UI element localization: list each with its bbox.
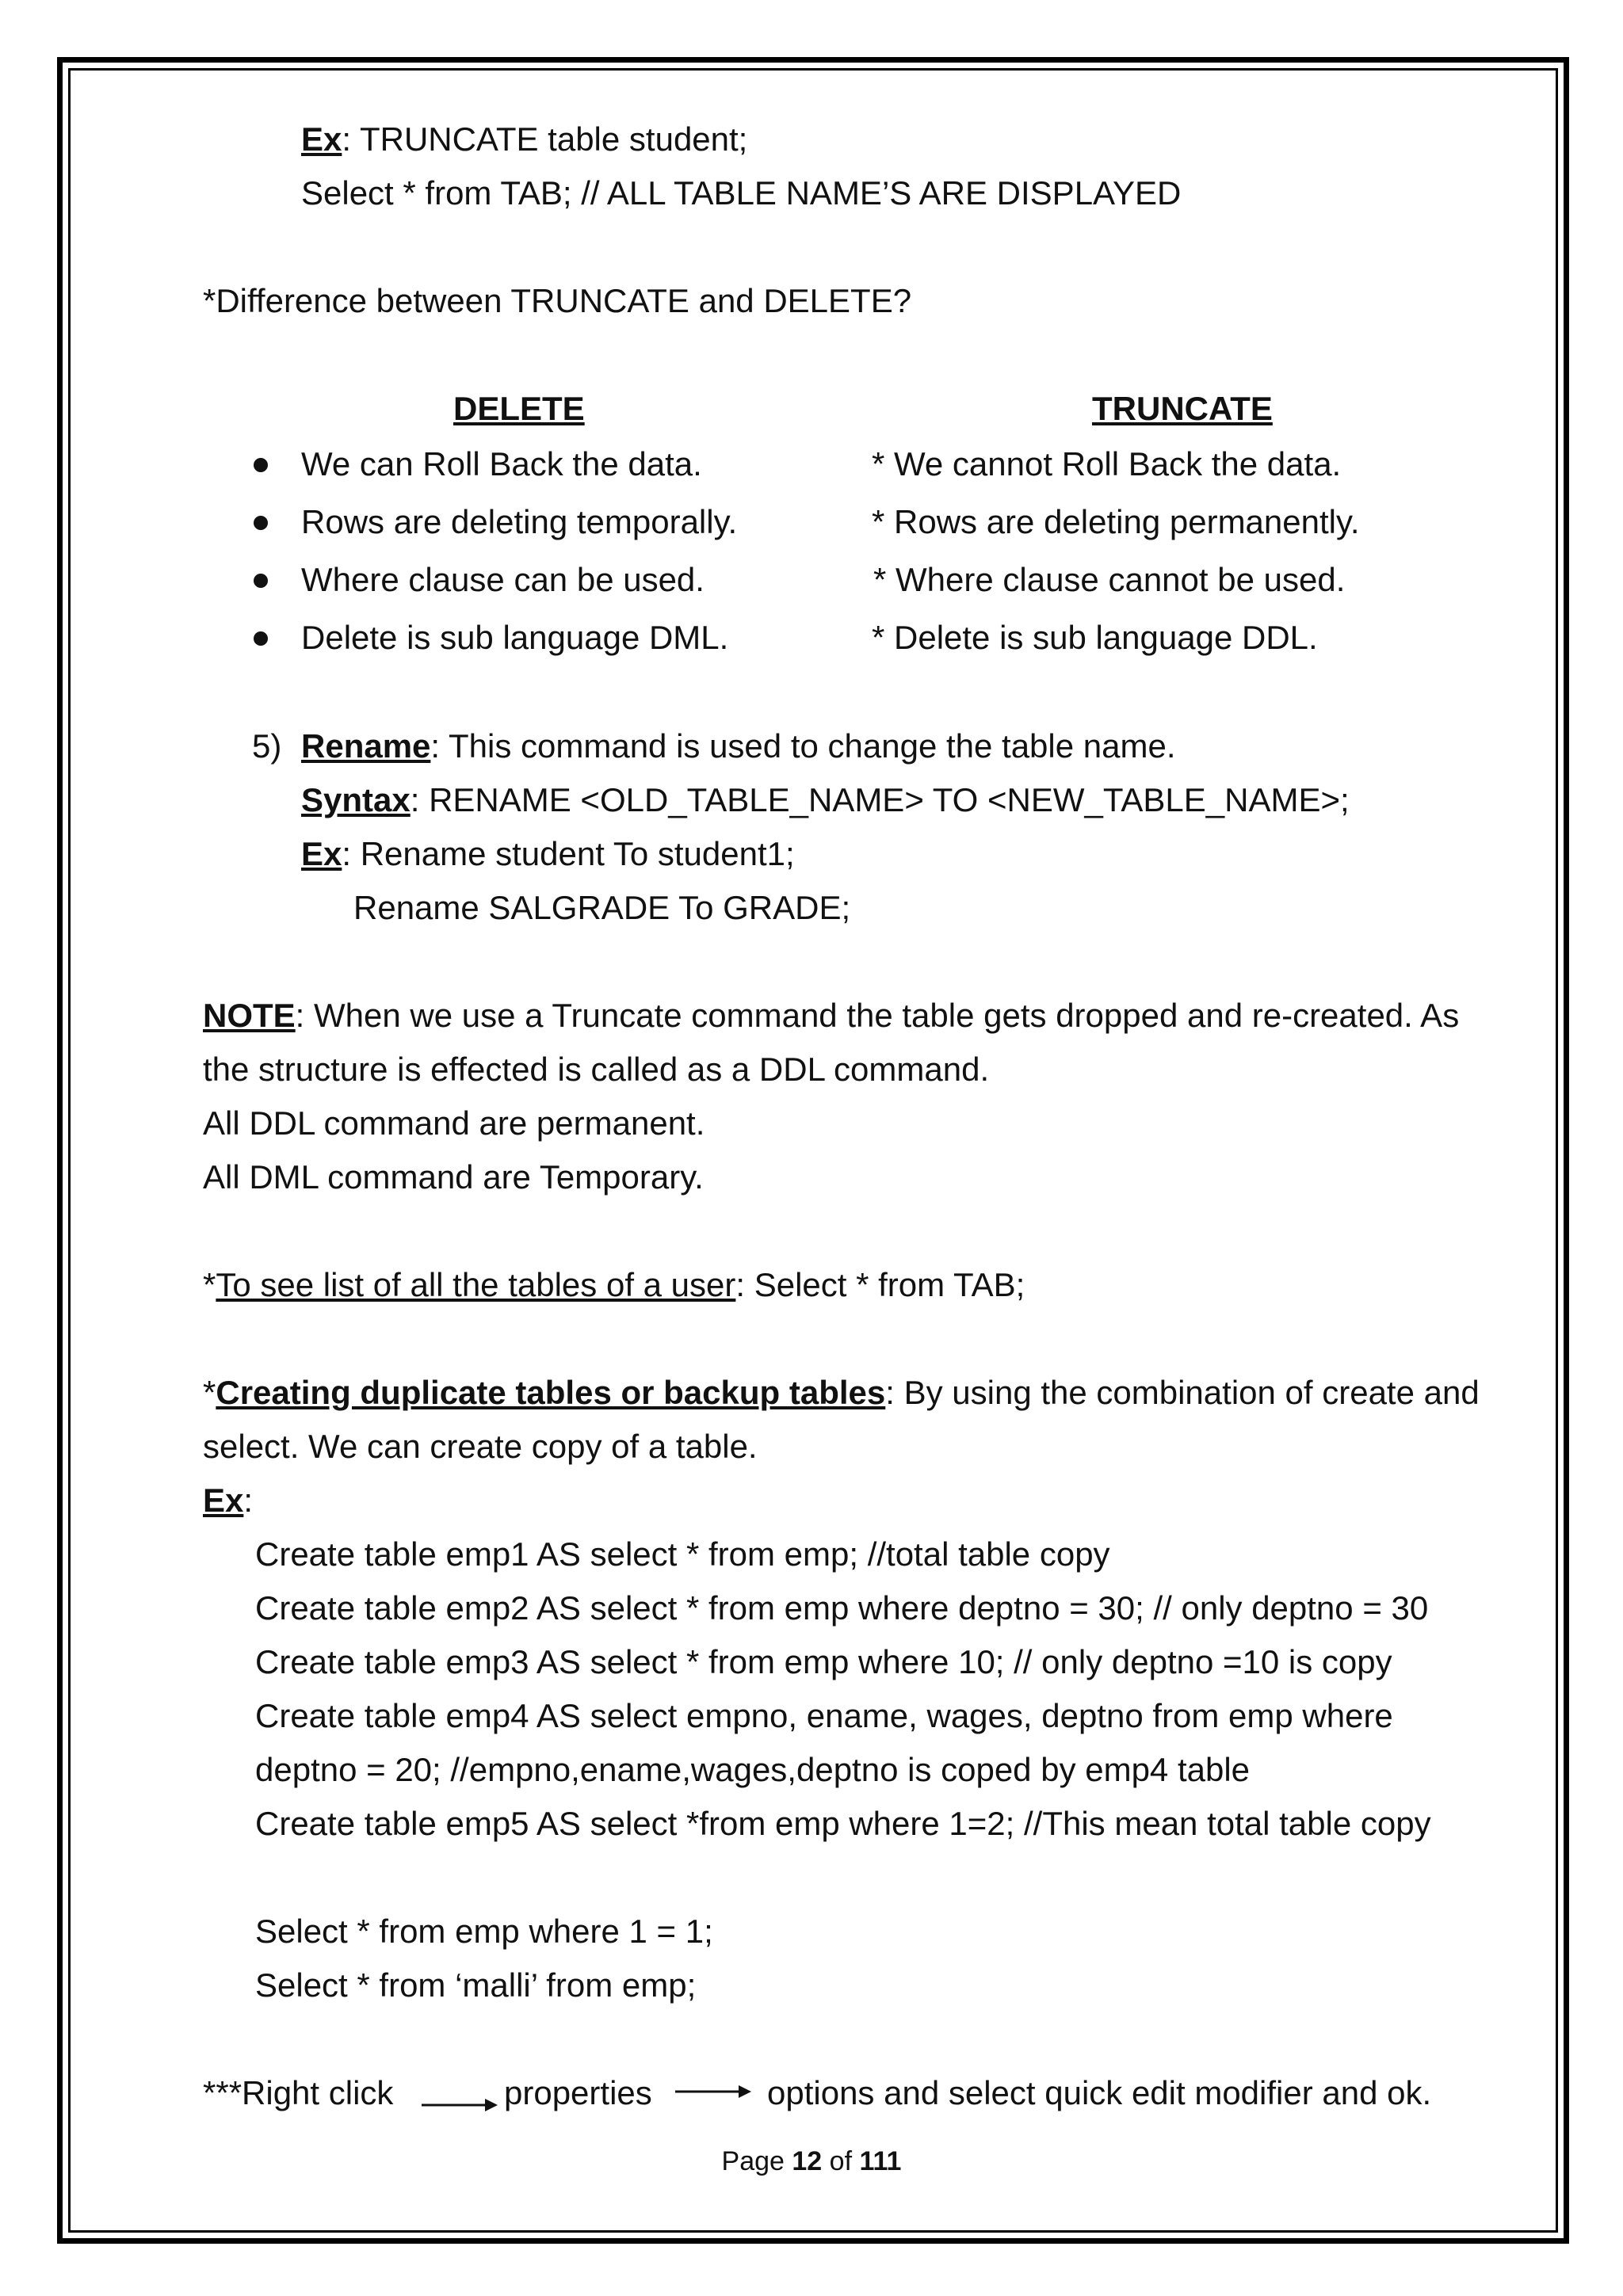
rename-ex-line [301,833,795,875]
rename-ex-text: : Rename student To student1; [342,835,795,872]
note-line-4: All DML command are Temporary. [203,1158,704,1196]
rename-number: 5) [252,727,282,765]
delete-point: Delete is sub language DML. [301,619,729,656]
syntax-text: : RENAME <OLD_TABLE_NAME> TO <NEW_TABLE_NAME>; [410,781,1350,818]
truncate-point: * Where clause cannot be used. [873,561,1346,598]
code-line: Create table emp4 AS select empno, ename, wages, deptno from emp where [255,1697,1393,1734]
list-tables-line [203,1264,1025,1306]
note-line-2: the structure is effected is called as a DDL command. [203,1051,990,1088]
code-line: Create table emp3 AS select * from emp where 10; // only deptno =10 is copy [255,1643,1392,1680]
bullet-icon [254,631,268,646]
ex-label: Ex [301,835,342,872]
truncate-point: * Delete is sub language DDL. [872,619,1318,656]
rename-syntax-line [301,780,1350,821]
truncate-point: * We cannot Roll Back the data. [872,445,1342,482]
tip-part-3: options and select quick edit modifier and ok. [767,2074,1432,2111]
footer-total-pages: 111 [859,2146,902,2176]
rename-description: : This command is used to change the table name. [430,727,1176,765]
duplicate-ex-line [203,1480,253,1521]
note-line-3: All DDL command are permanent. [203,1104,705,1142]
footer-current-page: 12 [792,2146,823,2176]
note-text: : When we use a Truncate command the table gets dropped and re-created. As [295,997,1460,1034]
bullet-icon [254,516,268,530]
page-border-inner [68,68,1558,2233]
truncate-example-text: : TRUNCATE table student; [342,120,748,158]
note-line [203,995,1459,1036]
duplicate-text: : By using the combination of create and [885,1374,1480,1411]
extra-code-line: Select * from emp where 1 = 1; [255,1913,713,1950]
list-tables-label: To see list of all the tables of a user [216,1266,736,1303]
ex-label: Ex [203,1482,244,1519]
truncate-point: * Rows are deleting permanently. [872,503,1360,540]
delete-point: Rows are deleting temporally. [301,503,738,540]
duplicate-heading-line [203,1372,1480,1413]
bullet-icon [254,574,268,588]
note-label: NOTE [203,997,296,1034]
difference-heading: *Difference between TRUNCATE and DELETE? [203,282,912,319]
footer-of-word: of [829,2146,853,2176]
code-line: Create table emp2 AS select * from emp where deptno = 30; // only deptno = 30 [255,1589,1429,1627]
ex-label: Ex [301,120,342,158]
tip-part-1: ***Right click [203,2074,394,2111]
page-footer [0,2145,1623,2177]
syntax-label: Syntax [301,781,411,818]
code-line: Create table emp5 AS select *from emp where 1=2; //This mean total table copy [255,1805,1431,1842]
rename-line [301,726,1176,767]
duplicate-line-2: select. We can create copy of a table. [203,1428,758,1465]
rename-ex-line-2: Rename SALGRADE To GRADE; [353,889,851,926]
truncate-header: TRUNCATE [1092,390,1273,427]
code-line: deptno = 20; //empno,ename,wages,deptno is coped by emp4 table [255,1751,1251,1788]
bullet-icon [254,458,268,472]
truncate-example-line [301,119,747,160]
select-tab-line: Select * from TAB; // ALL TABLE NAME’S ARE DISPLAYED [301,174,1182,212]
list-tables-text: : Select * from TAB; [735,1266,1025,1303]
ex-colon: : [243,1482,254,1519]
asterisk: * [203,1374,216,1411]
duplicate-label: Creating duplicate tables or backup tables [216,1374,886,1411]
rename-title: Rename [301,727,431,765]
code-line: Create table emp1 AS select * from emp; //total table copy [255,1535,1110,1573]
extra-code-line: Select * from ‘malli’ from emp; [255,1966,697,2004]
delete-point: Where clause can be used. [301,561,705,598]
right-arrow-icon [674,2080,753,2103]
asterisk: * [203,1266,216,1303]
tip-part-2: properties [504,2074,652,2111]
delete-header: DELETE [453,390,585,427]
right-arrow-icon [420,2093,499,2117]
delete-point: We can Roll Back the data. [301,445,702,482]
footer-page-word: Page [721,2146,785,2176]
